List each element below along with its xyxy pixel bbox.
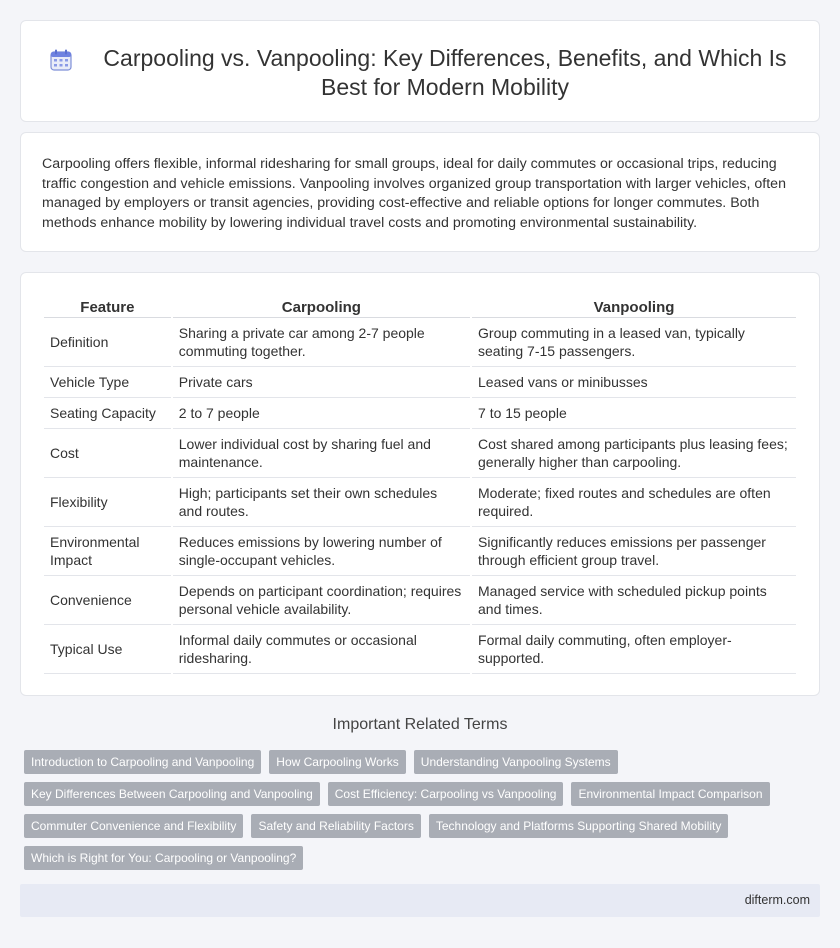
title-card — [20, 20, 820, 122]
related-term-tag[interactable]: How Carpooling Works — [269, 750, 406, 774]
comparison-card — [20, 272, 820, 696]
carpooling-cell: Sharing a private car among 2-7 people commuting together. — [173, 318, 470, 367]
table-row — [44, 398, 796, 429]
carpooling-cell: Depends on participant coordination; requires personal vehicle availability. — [173, 576, 470, 625]
carpooling-cell: Lower individual cost by sharing fuel and maintenance. — [173, 429, 470, 478]
carpooling-cell: Informal daily commutes or occasional ridesharing. — [173, 625, 470, 674]
vanpooling-cell: Formal daily commuting, often employer-supported. — [472, 625, 796, 674]
related-term-tag[interactable]: Key Differences Between Carpooling and Vanpooling — [24, 782, 320, 806]
related-term-tag[interactable]: Which is Right for You: Carpooling or Vanpooling? — [24, 846, 303, 870]
carpooling-cell: Reduces emissions by lowering number of single-occupant vehicles. — [173, 527, 470, 576]
header-vanpooling: Vanpooling — [472, 295, 796, 318]
table-row — [44, 367, 796, 398]
feature-cell: Cost — [44, 429, 171, 478]
related-term-tag[interactable]: Safety and Reliability Factors — [251, 814, 420, 838]
related-terms-title: Important Related Terms — [332, 716, 508, 733]
table-row — [44, 318, 796, 367]
carpooling-cell: High; participants set their own schedules and routes. — [173, 478, 470, 527]
vanpooling-cell: Cost shared among participants plus leasing fees; generally higher than carpooling. — [472, 429, 796, 478]
comparison-table — [42, 295, 798, 674]
intro-card — [20, 132, 820, 252]
feature-cell: Seating Capacity — [44, 398, 171, 429]
vanpooling-cell: Significantly reduces emissions per passenger through efficient group travel. — [472, 527, 796, 576]
table-row — [44, 527, 796, 576]
related-term-tag[interactable]: Commuter Convenience and Flexibility — [24, 814, 243, 838]
table-row — [44, 429, 796, 478]
carpooling-cell: 2 to 7 people — [173, 398, 470, 429]
carpooling-cell: Private cars — [173, 367, 470, 398]
related-term-tag[interactable]: Environmental Impact Comparison — [571, 782, 769, 806]
related-term-tag[interactable]: Introduction to Carpooling and Vanpooling — [24, 750, 261, 774]
header-feature: Feature — [44, 295, 171, 318]
feature-cell: Environmental Impact — [44, 527, 171, 576]
page-title: Carpooling vs. Vanpooling: Key Differences, Benefits, and Which Is Best for Modern Mobility — [103, 45, 787, 100]
footer-site-link[interactable]: difterm.com — [744, 893, 810, 907]
vanpooling-cell: Group commuting in a leased van, typically seating 7-15 passengers. — [472, 318, 796, 367]
feature-cell: Flexibility — [44, 478, 171, 527]
table-row — [44, 625, 796, 674]
intro-paragraph: Carpooling offers flexible, informal ridesharing for small groups, ideal for daily commutes or occasional trips, reducing traffic congestion and vehicle emissions. Vanpooling involves organized group transportation with larger vehicles, often managed by employers or transit agencies, providing cost-effective and reliable options for longer commutes. Both methods enhance mobility by lowering individual travel costs and promoting environmental sustainability. — [42, 156, 786, 231]
vanpooling-cell: 7 to 15 people — [472, 398, 796, 429]
related-term-tag[interactable]: Technology and Platforms Supporting Shared Mobility — [429, 814, 729, 838]
related-term-tag[interactable]: Cost Efficiency: Carpooling vs Vanpooling — [328, 782, 564, 806]
table-row — [44, 576, 796, 625]
feature-cell: Vehicle Type — [44, 367, 171, 398]
feature-cell: Convenience — [44, 576, 171, 625]
related-term-tag[interactable]: Understanding Vanpooling Systems — [414, 750, 618, 774]
footer — [20, 884, 820, 917]
header-carpooling: Carpooling — [173, 295, 470, 318]
vanpooling-cell: Moderate; fixed routes and schedules are often required. — [472, 478, 796, 527]
vanpooling-cell: Managed service with scheduled pickup points and times. — [472, 576, 796, 625]
table-row — [44, 478, 796, 527]
related-terms-list — [24, 750, 784, 878]
vanpooling-cell: Leased vans or minibusses — [472, 367, 796, 398]
feature-cell: Typical Use — [44, 625, 171, 674]
feature-cell: Definition — [44, 318, 171, 367]
table-header-row — [44, 295, 796, 318]
